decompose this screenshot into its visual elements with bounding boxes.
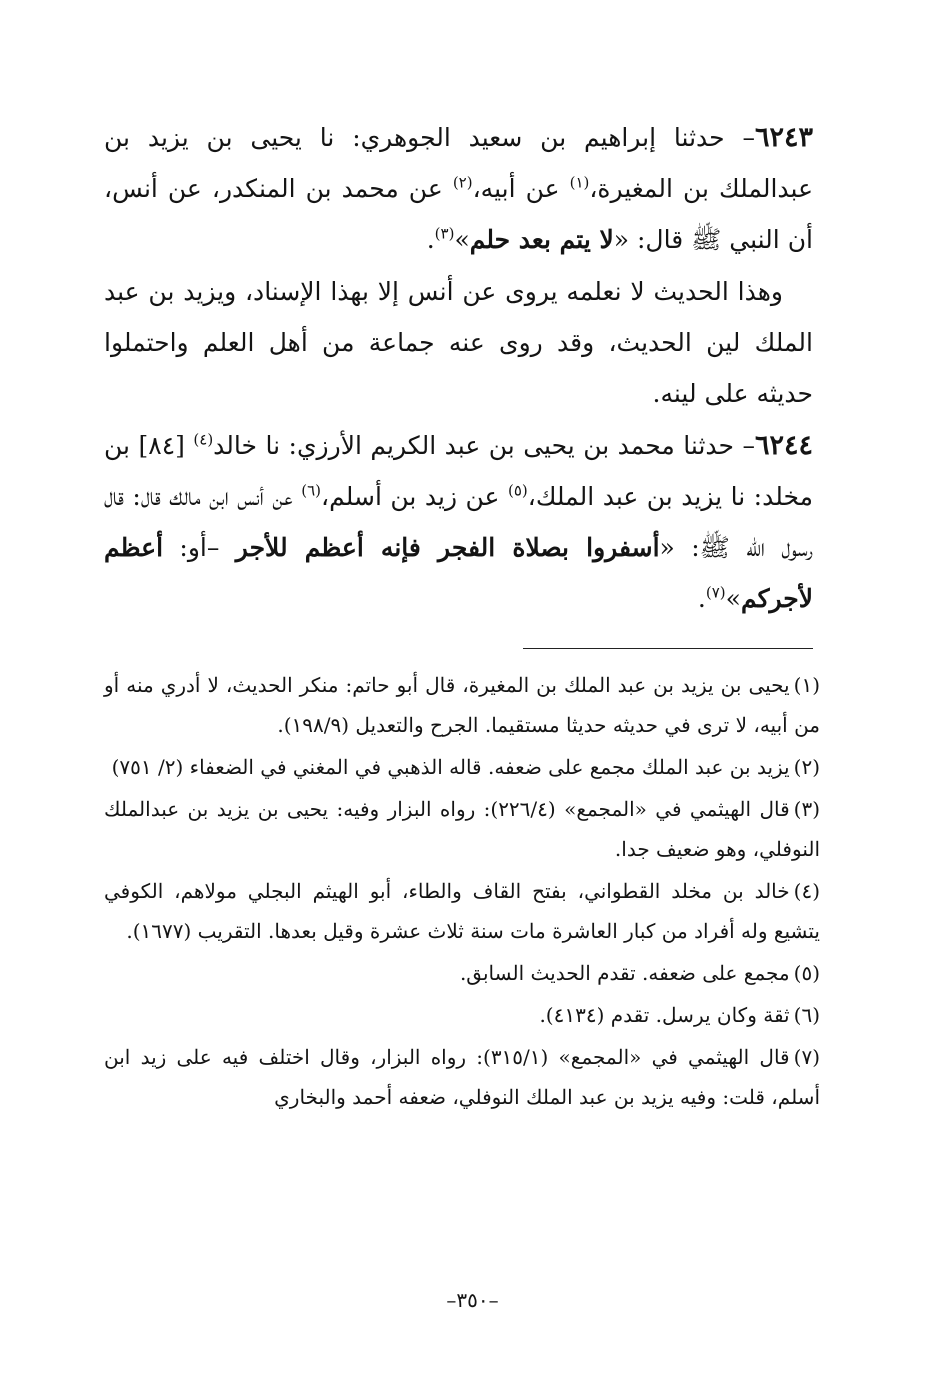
footnote-number: (٧)	[793, 1045, 820, 1069]
page-number: –٣٥٠–	[446, 1288, 499, 1312]
footnote-separator	[523, 648, 813, 649]
hadith-text: بن مخلد: نا يزيد بن عبد الملك،	[104, 431, 814, 511]
footnote-marker: (٣)	[434, 224, 455, 243]
footnote	[104, 665, 820, 745]
hadith-text: .	[697, 584, 706, 613]
hadith-number: ٦٢٤٤	[754, 430, 813, 461]
footnote-marker: (٧)	[705, 583, 726, 602]
hadith-text: .	[426, 225, 435, 254]
footnote-number: (١)	[793, 673, 820, 697]
hadith-text: عن أبيه،	[472, 174, 570, 203]
footnote-text: قال الهيثمي في «المجمع» (٢٢٦/٤): رواه البزار وفيه: يحيى بن يزيد بن عبدالملك النوفلي، وهو ضعيف جدا.	[104, 797, 820, 861]
footnote-marker: (٢)	[452, 173, 473, 192]
hadith-text: »	[454, 225, 470, 254]
footnote-marker: (٥)	[507, 481, 528, 500]
footnote	[104, 995, 820, 1035]
footnote-marker: (٦)	[301, 481, 322, 500]
hadith-text: – حدثنا إبراهيم بن سعيد الجوهري: نا يحيى بن يزيد بن عبدالملك بن المغيرة،	[104, 123, 813, 203]
footnote-text: قال الهيثمي في «المجمع» (٣١٥/١): رواه البزار، وقال اختلف فيه على زيد ابن أسلم، قلت: وفيه يزيد بن عبد الملك النوفلي، ضعفه أحمد والبخاري	[104, 1045, 820, 1109]
footnote-marker: (٤)	[193, 430, 214, 449]
footnote-text: يحيى بن يزيد بن عبد الملك بن المغيرة، قال أبو حاتم: منكر الحديث، لا أدري منه أو من أبيه، لا ترى في حديثه حديثا مستقيما. الجرح والتعديل (١٩٨/٩).	[104, 673, 820, 737]
footnote	[104, 747, 820, 787]
hadith-text: عن زيد بن أسلم،	[321, 482, 508, 511]
hadith-text: –أو:	[163, 533, 236, 562]
hadith-matn: لا يتم بعد حلم	[469, 225, 614, 254]
hadith-matn: أسفروا بصلاة الفجر فإنه أعظم للأجر	[235, 533, 660, 562]
footnote-text: ثقة وكان يرسل. تقدم (٤١٣٤).	[539, 1003, 790, 1027]
footnote	[104, 953, 820, 993]
hadith-text: – حدثنا محمد بن يحيى بن عبد الكريم الأرزي: نا خالد	[213, 431, 755, 460]
footnote-number: (٦)	[793, 1003, 820, 1027]
commentary-paragraph: وهذا الحديث لا نعلمه يروى عن أنس إلا بهذا الإسناد، ويزيد بن عبد الملك لين الحديث، وقد روى عنه جماعة من أهل العلم واحتملوا حديثه على لينه.	[104, 277, 813, 408]
footnote	[104, 1037, 820, 1117]
hadith-6243	[104, 112, 813, 265]
hadith-6244	[104, 420, 813, 624]
footnote-number: (٤)	[793, 879, 820, 903]
hadith-text: »	[725, 584, 741, 613]
hadith-number: ٦٢٤٣	[754, 122, 813, 153]
footnote-text: خالد بن مخلد القطواني، بفتح القاف والطاء، أبو الهيثم البجلي مولاهم، الكوفي يتشيع وله أفراد من كبار العاشرة مات سنة ثلاث عشرة وقيل بعدها. التقريب (١٦٧٧).	[104, 879, 820, 943]
footnote	[104, 789, 820, 869]
footnote-number: (٥)	[793, 961, 820, 985]
hadith-text: عن محمد بن المنكدر، عن أنس، أن النبي ﷺ قال: «	[104, 174, 813, 254]
folio-marker: [٨٤]	[138, 431, 185, 460]
hadith-matn: أعظم لأجركم	[104, 533, 813, 613]
footnote-text: مجمع على ضعفه. تقدم الحديث السابق.	[459, 961, 790, 985]
footnote-text: يزيد بن عبد الملك مجمع على ضعفه. قاله الذهبي في المغني في الضعفاء (٢/ ٧٥١)	[111, 755, 790, 779]
footnotes	[104, 665, 820, 1119]
hadith-text: عن أنس ابن مالك قال: قال رسول الله ﷺ: «	[104, 482, 813, 562]
main-text	[104, 112, 813, 625]
footnote-number: (٣)	[793, 797, 820, 821]
footnote	[104, 871, 820, 951]
footnote-number: (٢)	[793, 755, 820, 779]
footnote-marker: (١)	[569, 173, 590, 192]
